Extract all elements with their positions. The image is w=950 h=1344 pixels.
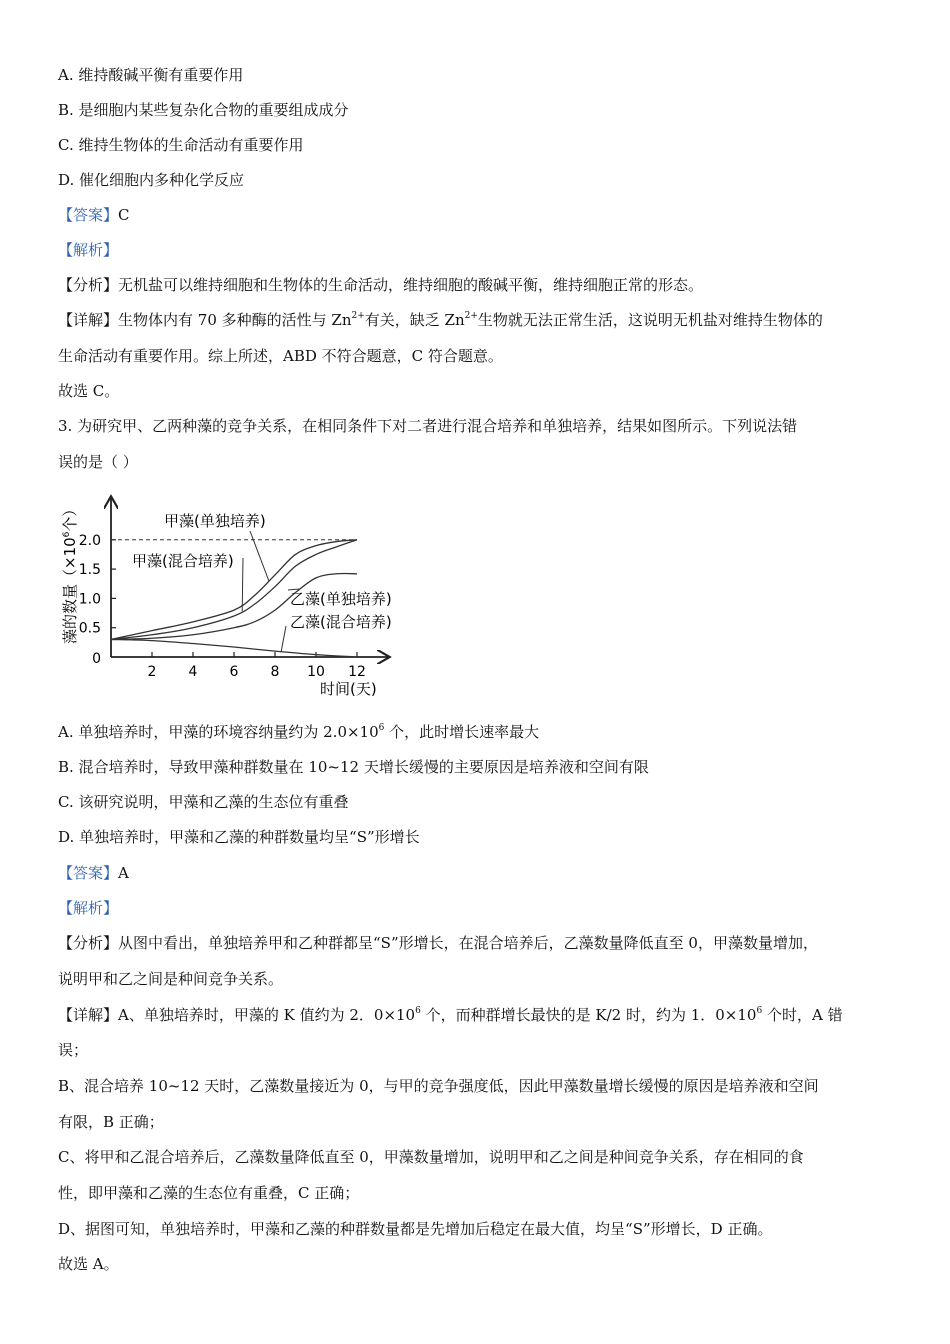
q3-stem-line1: 3. 为研究甲、乙两种藻的竞争关系，在相同条件下对二者进行混合培养和单独培养，结果如图所示。下列说法错 [58,417,798,435]
q2-answer [58,205,130,225]
chart-svg [58,486,418,701]
q3-option-d: D. 单独培养时，甲藻和乙藻的种群数量均呈“S”形增长 [58,828,420,846]
q3-stem-line2: 误的是（ ） [58,453,138,471]
label-leader-line [281,626,286,652]
x-tick-label: 12 [348,664,366,680]
series-label-jia-mixed: 甲藻(混合培养) [132,552,234,570]
q2-detail-line2: 生命活动有重要作用。综上所述，ABD 不符合题意，C 符合题意。 [58,347,503,365]
q3-detail-c-line1: C、将甲和乙混合培养后，乙藻数量降低直至 0，甲藻数量增加，说明甲和乙之间是种间竞争关系，存在相同的食 [58,1148,804,1166]
x-tick-label: 2 [147,664,157,680]
q3-analysis-label: 【解析】 [58,899,119,917]
x-tick-label: 6 [229,664,239,680]
q2-option-c: C. 维持生物体的生命活动有重要作用 [58,136,304,154]
q3-detail-c-line2: 性，即甲藻和乙藻的生态位有重叠，C 正确； [58,1184,360,1202]
q3-detail-b-line1: B、混合培养 10~12 天时，乙藻数量接近为 0，与甲的竞争强度低，因此甲藻数量增长缓慢的原因是培养液和空间 [58,1077,819,1095]
q3-detail-b-line2: 有限，B 正确； [58,1113,164,1131]
y-tick-label: 1.5 [78,562,101,579]
q2-option-a: A. 维持酸碱平衡有重要作用 [58,66,244,84]
answer-label: 【答案】 [58,864,119,882]
series-label-jia-single: 甲藻(单独培养) [164,512,266,530]
q2-fenxi: 【分析】无机盐可以维持细胞和生物体的生命活动，维持细胞的酸碱平衡，维持细胞正常的形态。 [58,276,704,294]
x-tick-label: 10 [307,664,325,680]
q3-answer-value: A [118,864,129,882]
q3-detail-line1: 【详解】A、单独培养时，甲藻的 K 值约为 2．$0\times 10^6$ 个，而种群增长最快的是 K/2 时，约为 1．$0\times 10^6$ 个时，A 错 [58,1006,843,1024]
q2-conclusion: 故选 C。 [58,382,120,400]
label-leader-line [242,558,243,611]
q2-option-b: B. 是细胞内某些复杂化合物的重要组成成分 [58,101,349,119]
q3-answer [58,863,129,883]
y-axis-label: 藻的数量（$\times 10^6$个） [61,501,79,644]
q2-analysis-label: 【解析】 [58,241,119,259]
answer-label: 【答案】 [58,206,119,224]
q3-detail-line2: 误； [58,1041,89,1059]
series-label-yi-mixed: 乙藻(混合培养) [290,613,392,631]
q3-option-c: C. 该研究说明，甲藻和乙藻的生态位有重叠 [58,793,349,811]
q3-conclusion: 故选 A。 [58,1255,119,1273]
series-label-yi-single: 乙藻(单独培养) [290,590,392,608]
y-tick-label: 1.0 [78,591,101,608]
label-leader-line [250,531,269,581]
q3-fenxi-line1: 【分析】从图中看出，单独培养甲和乙种群都呈“S”形增长，在混合培养后，乙藻数量降低直至 0，甲藻数量增加， [58,934,818,952]
q3-option-b: B. 混合培养时，导致甲藻种群数量在 10~12 天增长缓慢的主要原因是培养液和空间有限 [58,758,649,776]
x-tick-label: 8 [270,664,280,680]
q3-fenxi-line2: 说明甲和乙之间是种间竞争关系。 [58,970,284,988]
q2-detail-line1: 【详解】生物体内有 70 多种酶的活性与 $Zn^{2+}$有关，缺乏 $Zn^{2+}$生物就无法正常生活，这说明无机盐对维持生物体的 [58,311,823,329]
y-tick-label: 0.5 [78,620,101,637]
x-axis-label: 时间(天) [320,680,377,698]
q2-option-d: D. 催化细胞内多种化学反应 [58,171,245,189]
q2-answer-value: C [118,206,130,224]
q3-detail-d: D、据图可知，单独培养时，甲藻和乙藻的种群数量都是先增加后稳定在最大值，均呈“S”形增长，D 正确。 [58,1220,773,1238]
x-tick-label: 4 [188,664,198,680]
algae-growth-chart [58,486,418,705]
y-tick-label: 2.0 [78,532,101,549]
y-tick-label: 0 [92,651,101,667]
q3-option-a: A. 单独培养时，甲藻的环境容纳量约为 $2.0\times 10^6$ 个，此时增长速率最大 [58,723,540,741]
